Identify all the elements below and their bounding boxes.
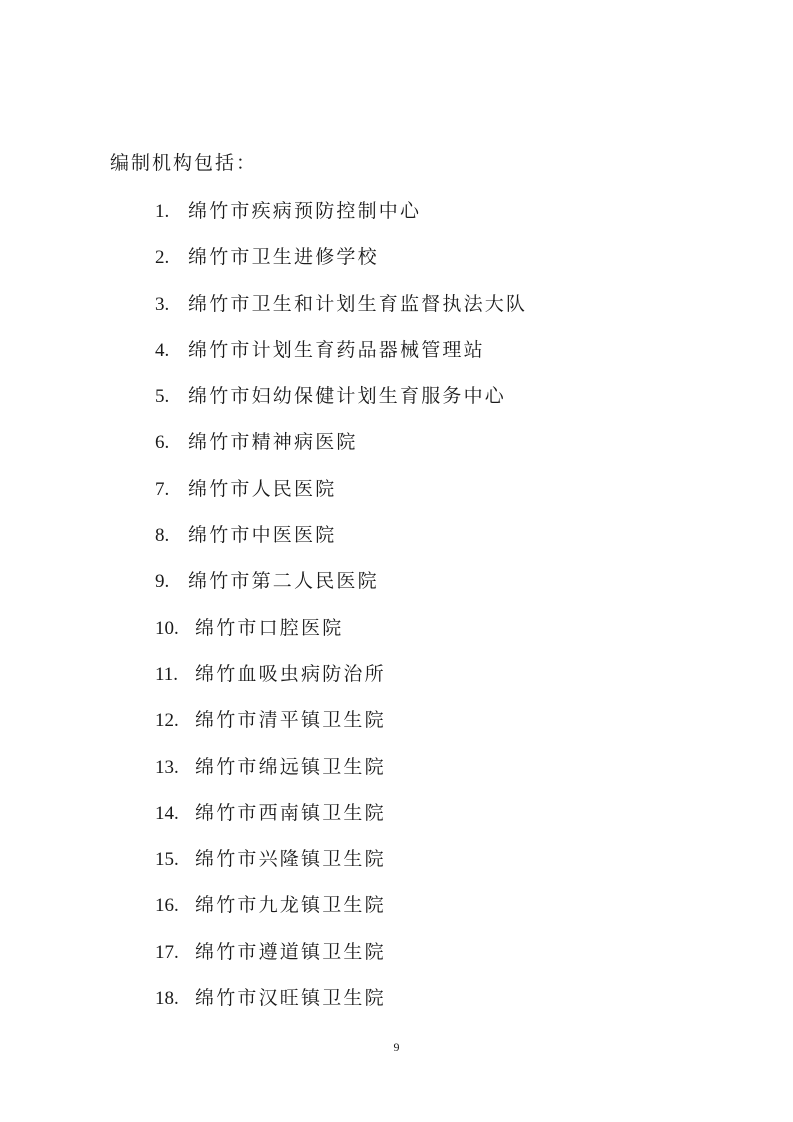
list-item	[155, 846, 527, 892]
item-text: 绵竹市清平镇卫生院	[195, 709, 386, 732]
item-text: 绵竹市遵道镇卫生院	[195, 940, 386, 963]
item-number: 18.	[155, 988, 179, 1010]
item-text: 绵竹市九龙镇卫生院	[195, 894, 386, 917]
list-item	[155, 522, 527, 568]
item-number: 9.	[155, 571, 170, 593]
list-item	[155, 476, 527, 522]
item-number: 16.	[155, 895, 179, 917]
item-number: 3.	[155, 293, 170, 315]
item-number: 12.	[155, 710, 179, 732]
item-number: 2.	[155, 247, 170, 269]
item-text: 绵竹市卫生和计划生育监督执法大队	[188, 292, 528, 315]
list-item	[155, 291, 527, 337]
item-text: 绵竹市妇幼保健计划生育服务中心	[188, 385, 507, 408]
item-number: 6.	[155, 432, 170, 454]
page-number: 9	[393, 1040, 400, 1054]
item-text: 绵竹市卫生进修学校	[188, 246, 379, 269]
item-text: 绵竹市绵远镇卫生院	[195, 755, 386, 778]
item-text: 绵竹市西南镇卫生院	[195, 801, 386, 824]
list-item	[155, 892, 527, 938]
intro-heading: 编制机构包括：	[110, 152, 258, 174]
item-number: 5.	[155, 386, 170, 408]
item-number: 15.	[155, 849, 179, 871]
list-item	[155, 985, 527, 1031]
list-item	[155, 429, 527, 475]
list-item	[155, 661, 527, 707]
item-number: 4.	[155, 339, 170, 361]
item-number: 10.	[155, 617, 179, 639]
item-number: 14.	[155, 802, 179, 824]
item-number: 8.	[155, 525, 170, 547]
list-item	[155, 568, 527, 614]
item-text: 绵竹血吸虫病防治所	[195, 662, 386, 685]
item-number: 17.	[155, 941, 179, 963]
list-item	[155, 337, 527, 383]
organization-list	[155, 198, 527, 1031]
list-item	[155, 939, 527, 985]
item-text: 绵竹市精神病医院	[188, 431, 358, 454]
item-text: 绵竹市口腔医院	[195, 616, 344, 639]
item-number: 1.	[155, 201, 170, 222]
item-text: 绵竹市人民医院	[188, 477, 337, 500]
list-item	[155, 615, 527, 661]
item-text: 绵竹市计划生育药品器械管理站	[188, 338, 485, 361]
item-text: 绵竹市疾病预防控制中心	[188, 200, 422, 222]
item-number: 7.	[155, 478, 170, 500]
list-item	[155, 198, 527, 244]
list-item	[155, 754, 527, 800]
list-item	[155, 244, 527, 290]
item-text: 绵竹市第二人民医院	[188, 570, 379, 593]
item-text: 绵竹市汉旺镇卫生院	[195, 987, 386, 1010]
item-number: 13.	[155, 756, 179, 778]
item-number: 11.	[155, 663, 179, 685]
item-text: 绵竹市兴隆镇卫生院	[195, 848, 386, 871]
item-text: 绵竹市中医医院	[188, 524, 337, 547]
list-item	[155, 383, 527, 429]
list-item	[155, 800, 527, 846]
list-item	[155, 707, 527, 753]
